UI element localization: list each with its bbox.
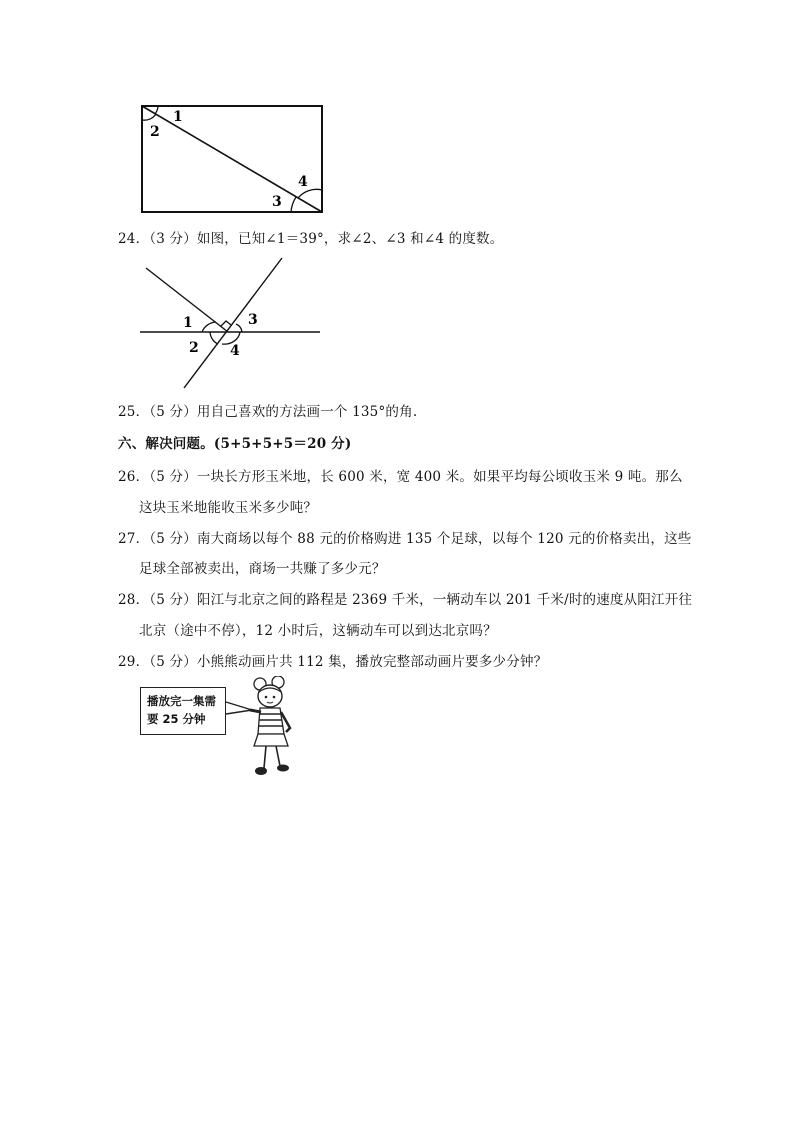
question-27-line2: 足球全部被卖出，商场一共赚了多少元？ bbox=[139, 561, 386, 577]
question-26-line1: 26．（5 分）一块长方形玉米地，长 600 米，宽 400 米。如果平均每公顷收玉米 9 吨。那么 bbox=[118, 469, 683, 485]
question-28-line2: 北京（途中不停），12 小时后，这辆动车可以到达北京吗？ bbox=[139, 623, 497, 639]
section-6-title: 六、解决问题。(5+5+5+5＝20 分) bbox=[118, 436, 352, 452]
question-24-text: 24．（3 分）如图，已知∠1＝39°，求∠2、∠3 和∠4 的度数。 bbox=[118, 231, 504, 247]
question-28-line1: 28．（5 分）阳江与北京之间的路程是 2369 千米，一辆动车以 201 千米/时的速度从阳江开往 bbox=[118, 592, 693, 608]
rectangle-diagonal-figure bbox=[138, 102, 328, 216]
question-29-text: 29．（5 分）小熊熊动画片共 112 集，播放完整部动画片要多少分钟？ bbox=[118, 654, 548, 670]
angle-label-4: 4 bbox=[230, 343, 240, 359]
angle-label-2: 2 bbox=[150, 124, 160, 140]
question-26-line2: 这块玉米地能收玉米多少吨？ bbox=[139, 500, 318, 516]
angle-label-1: 1 bbox=[183, 315, 193, 331]
angle-label-2: 2 bbox=[189, 340, 199, 356]
bubble-line-1: 播放完一集需 bbox=[147, 694, 216, 708]
angle-label-3: 3 bbox=[248, 312, 258, 328]
speech-bubble bbox=[140, 687, 226, 735]
girl-illustration bbox=[224, 676, 300, 780]
angle-label-3: 3 bbox=[272, 194, 282, 210]
question-27-line1: 27．（5 分）南大商场以每个 88 元的价格购进 135 个足球，以每个 120 元的价格卖出，这些 bbox=[118, 531, 692, 547]
question-25-text: 25．（5 分）用自己喜欢的方法画一个 135°的角. bbox=[118, 404, 418, 420]
bubble-line-2: 要 25 分钟 bbox=[147, 712, 206, 726]
angle-label-1: 1 bbox=[173, 109, 183, 125]
intersecting-lines-figure bbox=[138, 254, 328, 394]
angle-label-4: 4 bbox=[298, 174, 308, 190]
